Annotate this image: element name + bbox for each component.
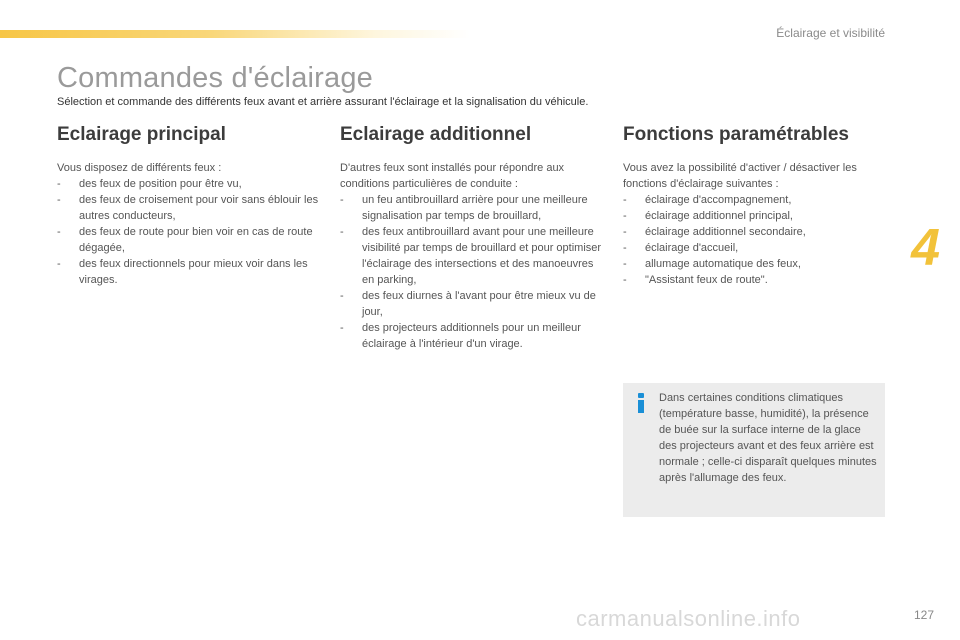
info-box — [623, 383, 885, 517]
info-text: Dans certaines conditions climatiques (température basse, humidité), la présence de buée sur la surface interne de la glace des projecteurs avant et des feux arrière est normale ; celle-ci disparaît quelques minutes après l'allumage des feux. — [659, 392, 877, 484]
chapter-number: 4 — [911, 219, 940, 277]
list-item: - éclairage d'accueil, — [623, 242, 739, 254]
list-item: - des feux de route pour bien voir en cas de route dégagée, — [57, 226, 313, 254]
column-eclairage-additionnel — [340, 124, 602, 352]
column-heading: Eclairage principal — [57, 124, 226, 145]
list-item: - allumage automatique des feux, — [623, 258, 801, 270]
header-accent-bar — [0, 30, 470, 38]
list-item: - des feux de croisement pour voir sans éblouir les autres conducteurs, — [57, 194, 319, 222]
column-intro: Vous avez la possibilité d'activer / désactiver les fonctions d'éclairage suivantes : — [623, 162, 857, 190]
column-eclairage-principal — [57, 124, 319, 288]
list-item: - des feux diurnes à l'avant pour être mieux vu de jour, — [340, 290, 596, 318]
list-item: - éclairage d'accompagnement, — [623, 194, 792, 206]
column-fonctions-parametrables — [623, 124, 885, 288]
list-item: - éclairage additionnel secondaire, — [623, 226, 806, 238]
bullet-list — [57, 176, 319, 288]
list-item: - des projecteurs additionnels pour un meilleur éclairage à l'intérieur d'un virage. — [340, 322, 581, 350]
column-intro: D'autres feux sont installés pour répondre aux conditions particulières de conduite : — [340, 162, 565, 190]
list-item: - un feu antibrouillard arrière pour une meilleure signalisation par temps de brouillard, — [340, 194, 588, 222]
watermark: carmanualsonline.info — [576, 606, 801, 631]
list-item: - des feux directionnels pour mieux voir dans les virages. — [57, 258, 308, 286]
list-item: - éclairage additionnel principal, — [623, 210, 793, 222]
column-intro: Vous disposez de différents feux : — [57, 162, 222, 174]
info-icon — [636, 393, 646, 413]
list-item: - des feux antibrouillard avant pour une meilleure visibilité par temps de brouillard et pour optimiser l'éclairage des intersections et des manoeuvres en parking, — [340, 226, 602, 286]
page-subtitle: Sélection et commande des différents feux avant et arrière assurant l'éclairage et la signalisation du véhicule. — [57, 96, 589, 108]
page-number: 127 — [913, 608, 934, 622]
section-label: Éclairage et visibilité — [776, 26, 885, 40]
bullet-list — [623, 192, 885, 288]
list-item: - des feux de position pour être vu, — [57, 178, 242, 190]
column-heading: Eclairage additionnel — [340, 124, 532, 145]
bullet-list — [340, 192, 602, 352]
column-heading: Fonctions paramétrables — [623, 124, 849, 145]
list-item: - "Assistant feux de route". — [623, 274, 768, 286]
page-title: Commandes d'éclairage — [57, 62, 374, 94]
